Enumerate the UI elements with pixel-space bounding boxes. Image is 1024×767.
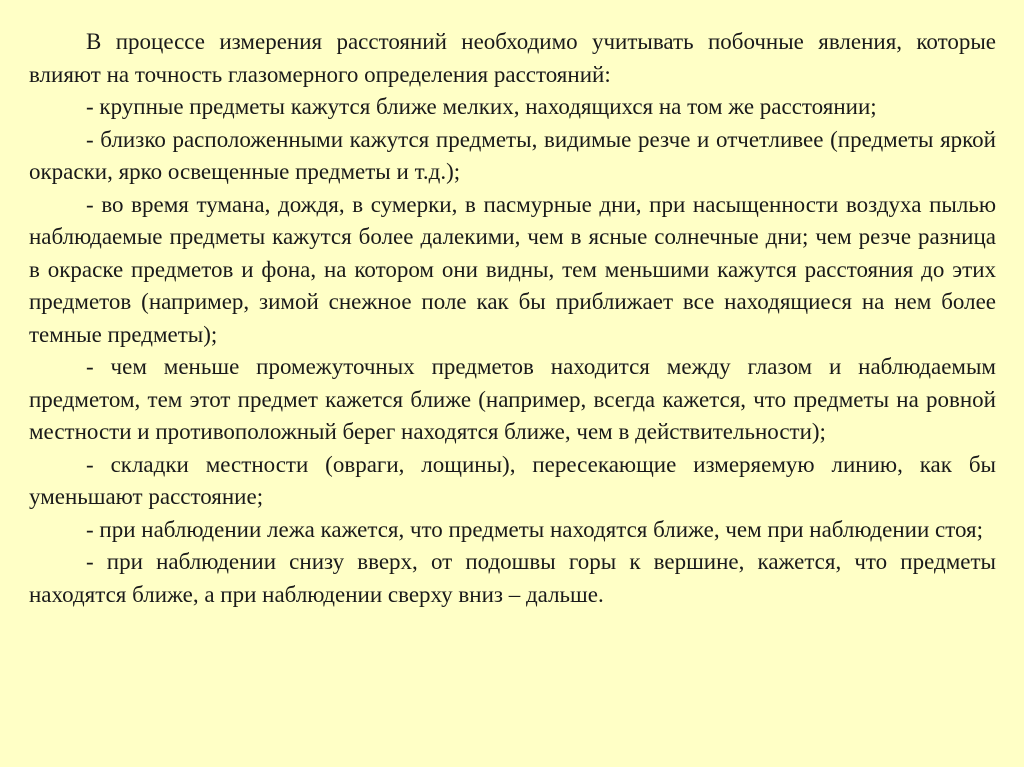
- paragraph-intermediate-objects: - чем меньше промежуточных предметов находится между глазом и наблюдаемым предметом, тем этот предмет кажется ближе (например, всегда кажется, что предметы на ровной местности и противоположный берег находятся ближе, чем в действительности);: [29, 354, 996, 444]
- paragraph-intro: В процессе измерения расстояний необходимо учитывать побочные явления, которые влияют на точность глазомерного определения расстояний:: [29, 29, 996, 87]
- paragraph-terrain-folds: - складки местности (овраги, лощины), пересекающие измеряемую линию, как бы уменьшают расстояние;: [29, 451, 996, 509]
- text-block: [29, 26, 996, 611]
- paragraph-lying-observation: - при наблюдении лежа кажется, что предметы находятся ближе, чем при наблюдении стоя;: [86, 516, 983, 542]
- paragraph-upward-observation: - при наблюдении снизу вверх, от подошвы горы к вершине, кажется, что предметы находятся ближе, а при наблюдении сверху вниз – дальше.: [29, 549, 996, 607]
- paragraph-sharp-objects: - близко расположенными кажутся предметы, видимые резче и отчетливее (предметы яркой окраски, ярко освещенные предметы и т.д.);: [29, 126, 996, 184]
- paragraph-large-objects: - крупные предметы кажутся ближе мелких, находящихся на том же расстоянии;: [86, 94, 877, 119]
- paragraph-weather: - во время тумана, дождя, в сумерки, в пасмурные дни, при насыщенности воздуха пылью наблюдаемые предметы кажутся более далекими, чем в ясные солнечные дни; чем резче разница в окраске предметов и фона, на котором они видны, тем меньшими кажутся расстояния до этих предметов (например, зимой снежное поле как бы приближает все находящиеся на нем более темные предметы);: [29, 191, 996, 347]
